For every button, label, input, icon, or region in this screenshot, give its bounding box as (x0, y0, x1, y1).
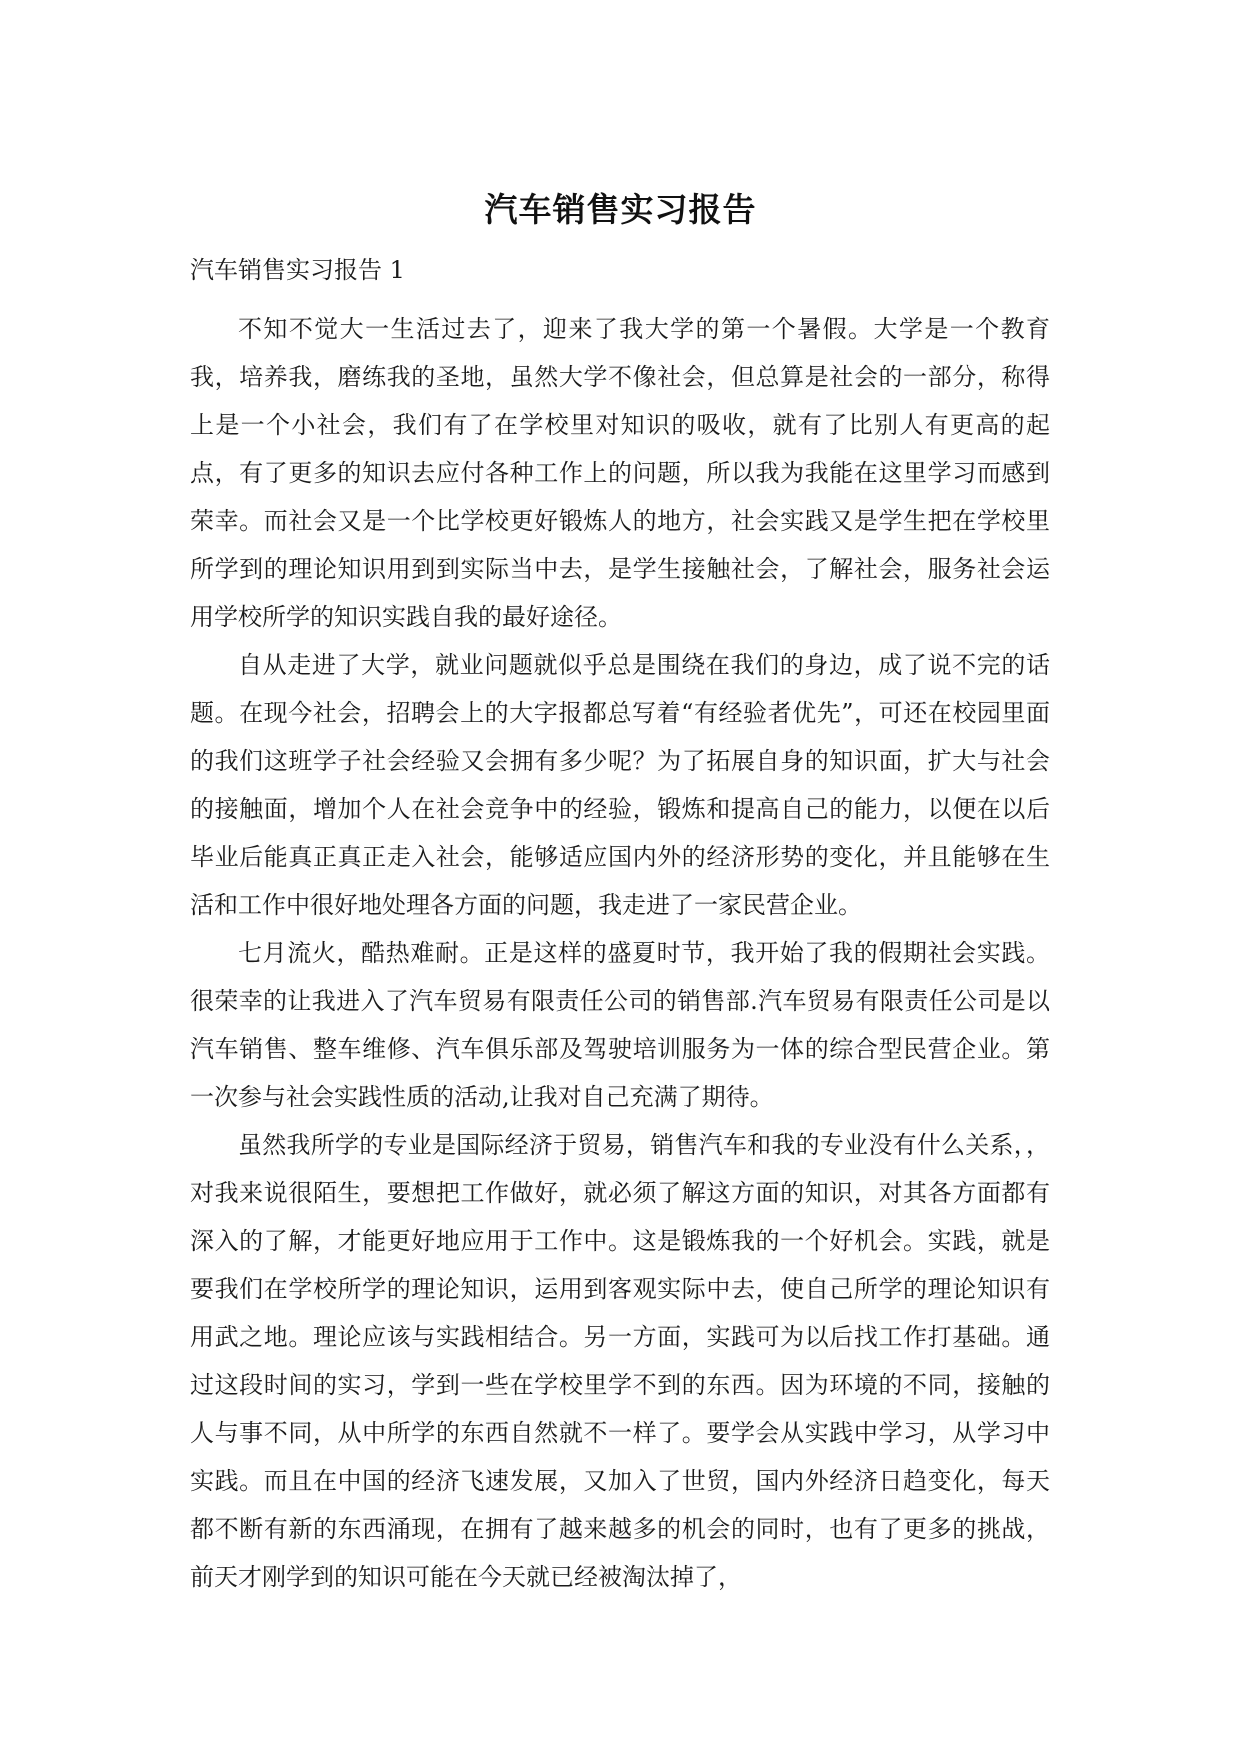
document-title: 汽车销售实习报告 (484, 190, 757, 229)
paragraph-2: 自从走进了大学，就业问题就似乎总是围绕在我们的身边，成了说不完的话题。在现今社会，招聘会上的大字报都总写着“有经验者优先”，可还在校园里面的我们这班学子社会经验又会拥有多少呢？为了拓展自身的知识面，扩大与社会的接触面，增加个人在社会竞争中的经验，锻炼和提高自己的能力，以便在以后毕业后能真正真正走入社会，能够适应国内外的经济形势的变化，并且能够在生活和工作中很好地处理各方面的问题，我走进了一家民营企业。 (190, 651, 1050, 919)
section-heading: 汽车销售实习报告 1 (190, 256, 405, 284)
paragraph-1: 不知不觉大一生活过去了，迎来了我大学的第一个暑假。大学是一个教育我，培养我，磨练我的圣地，虽然大学不像社会，但总算是社会的一部分，称得上是一个小社会，我们有了在学校里对知识的吸收，就有了比别人有更高的起点，有了更多的知识去应付各种工作上的问题，所以我为我能在这里学习而感到荣幸。而社会又是一个比学校更好锻炼人的地方，社会实践又是学生把在学校里所学到的理论知识用到到实际当中去，是学生接触社会，了解社会，服务社会运用学校所学的知识实践自我的最好途径。 (190, 315, 1050, 631)
paragraph-3: 七月流火，酷热难耐。正是这样的盛夏时节，我开始了我的假期社会实践。很荣幸的让我进入了汽车贸易有限责任公司的销售部.汽车贸易有限责任公司是以汽车销售、整车维修、汽车俱乐部及驾驶培训服务为一体的综合型民营企业。第一次参与社会实践性质的活动,让我对自己充满了期待。 (190, 939, 1050, 1111)
document-body (190, 254, 1050, 1601)
paragraph-4: 虽然我所学的专业是国际经济于贸易，销售汽车和我的专业没有什么关系，，对我来说很陌生，要想把工作做好，就必须了解这方面的知识，对其各方面都有深入的了解，才能更好地应用于工作中。这是锻炼我的一个好机会。实践，就是要我们在学校所学的理论知识，运用到客观实际中去，使自己所学的理论知识有用武之地。理论应该与实践相结合。另一方面，实践可为以后找工作打基础。通过这段时间的实习，学到一些在学校里学不到的东西。因为环境的不同，接触的人与事不同，从中所学的东西自然就不一样了。要学会从实践中学习，从学习中实践。而且在中国的经济飞速发展，又加入了世贸，国内外经济日趋变化，每天都不断有新的东西涌现，在拥有了越来越多的机会的同时，也有了更多的挑战，前天才刚学到的知识可能在今天就已经被淘汰掉了， (190, 1131, 1050, 1591)
